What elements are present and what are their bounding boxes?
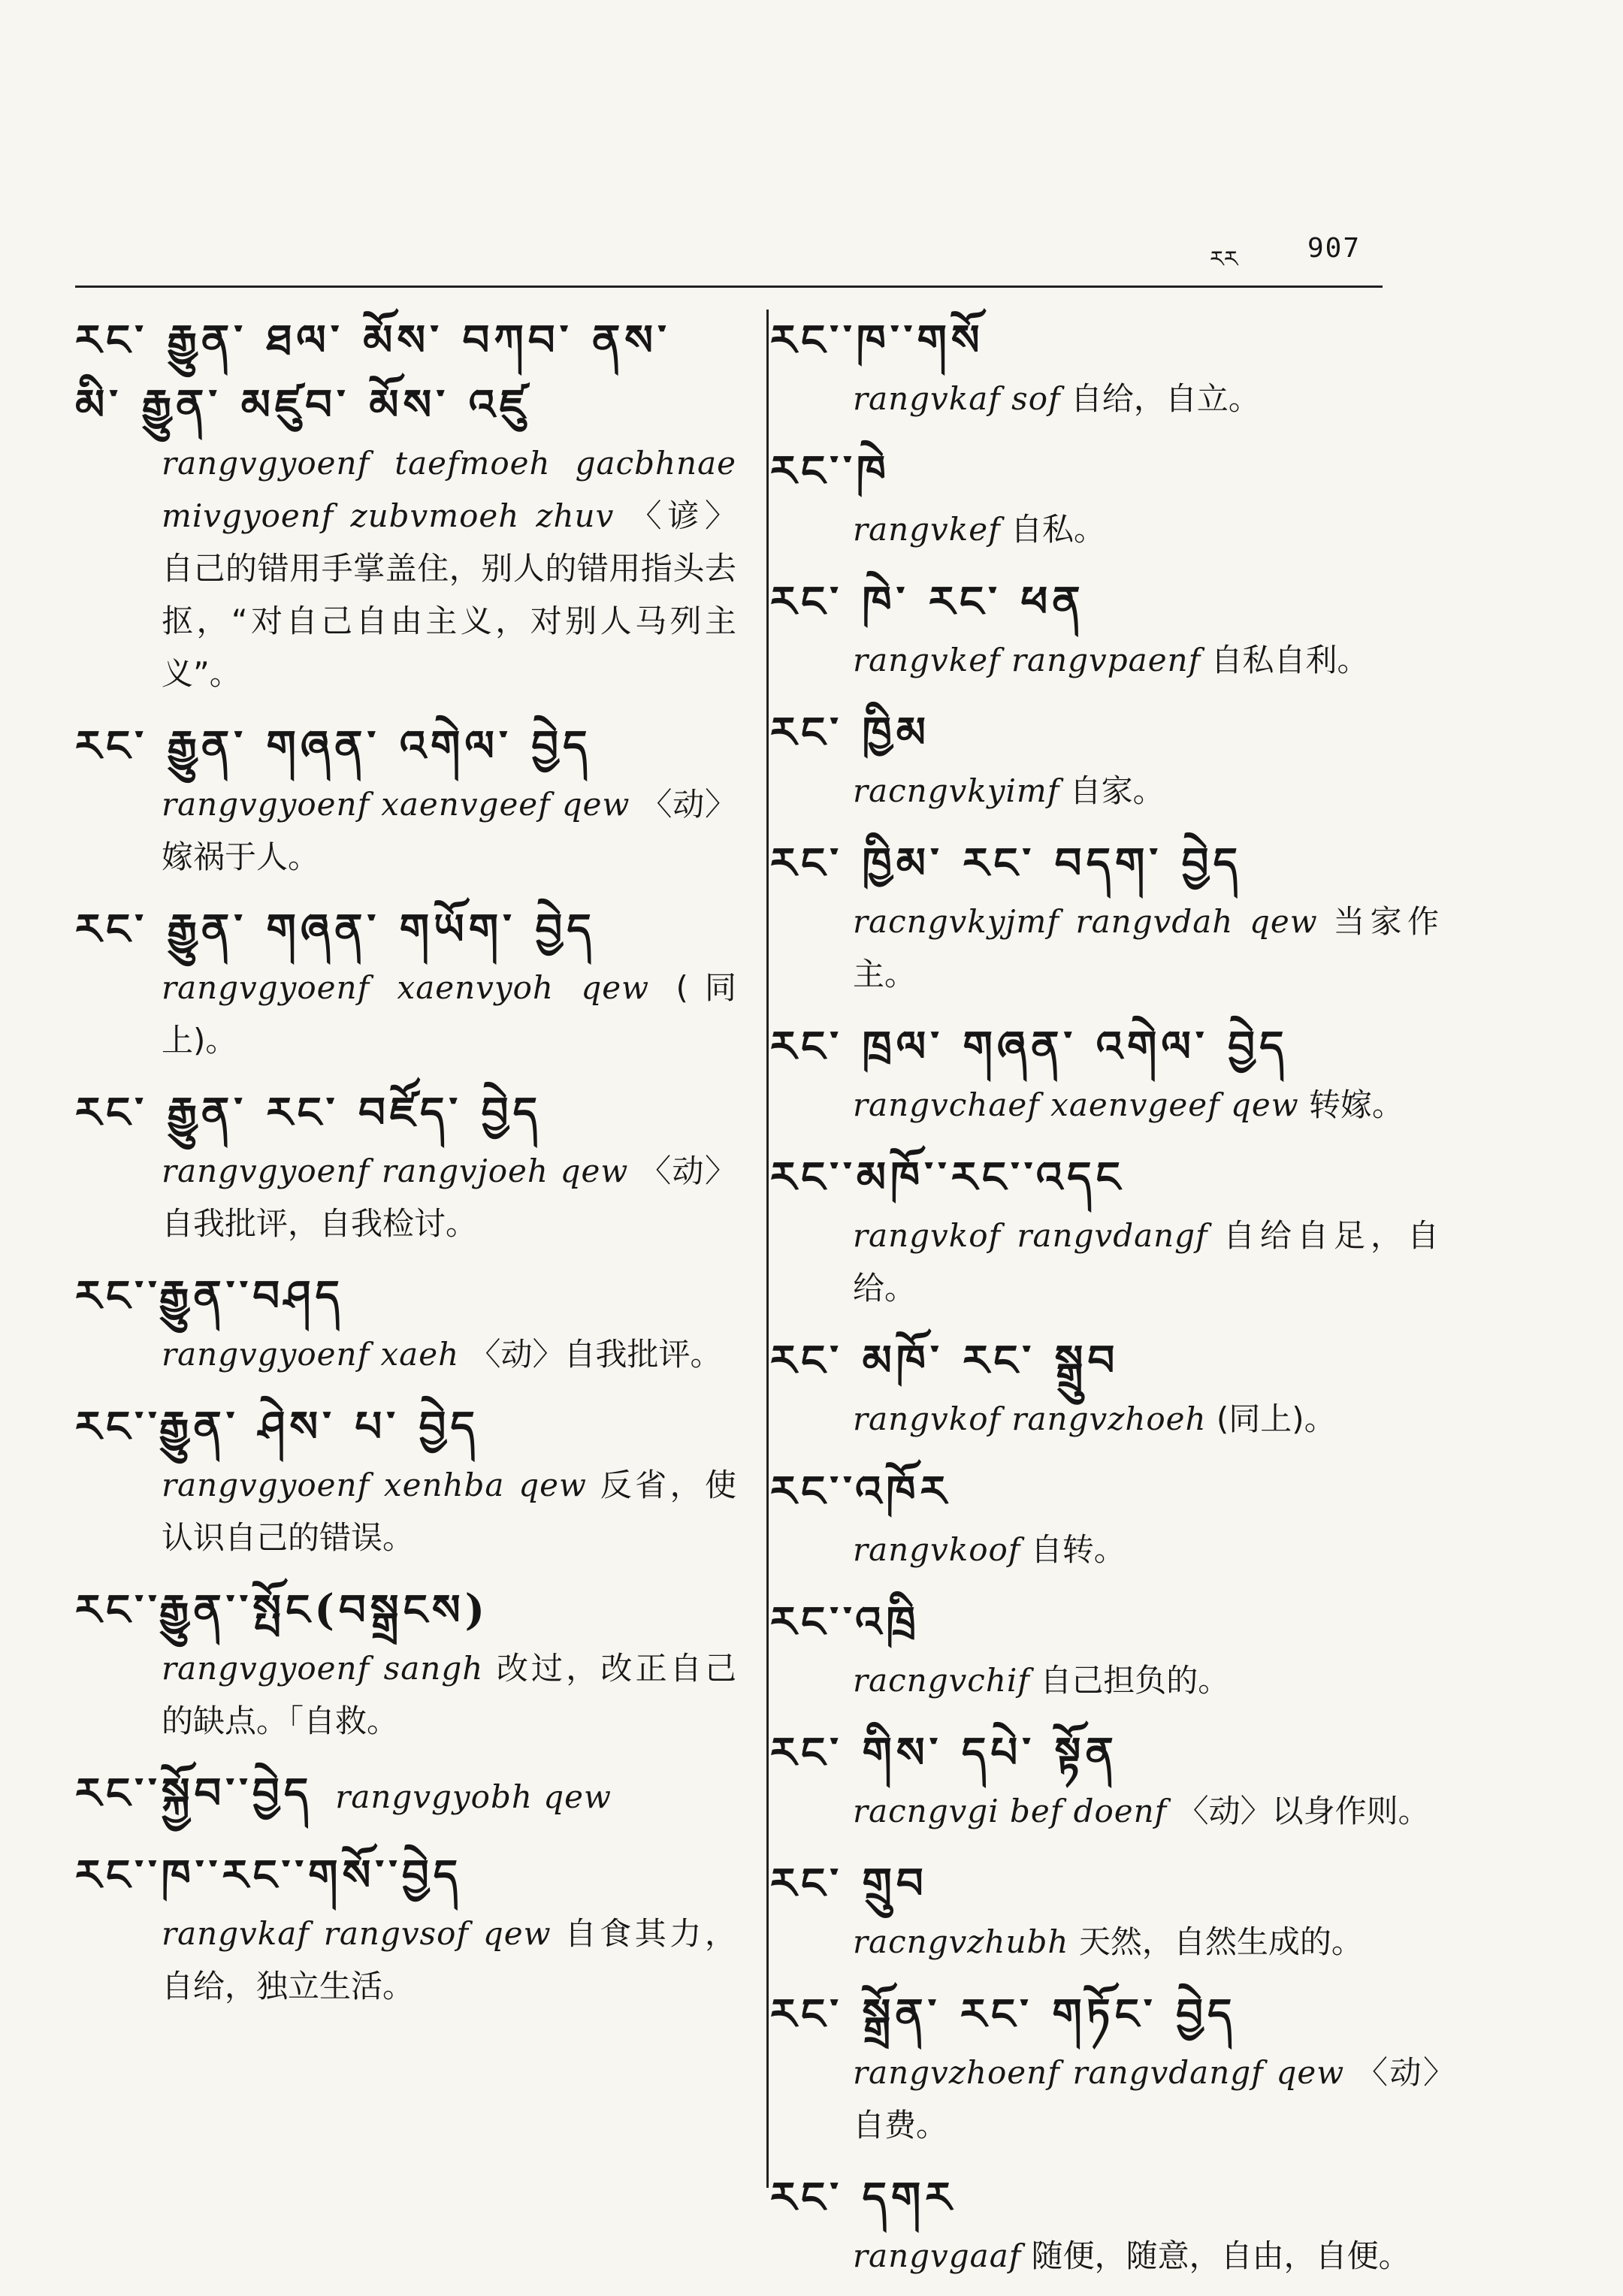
entry-gloss: 〈谚〉自己的错用手掌盖住，别人的错用指头去抠，“对自己自由主义，对别人马列主义”。 bbox=[162, 497, 736, 692]
entry-transliteration: rangvzhoenf rangvdangf qew bbox=[853, 2054, 1345, 2091]
entry-headword: རང་ དགར bbox=[770, 2173, 957, 2222]
entry-transliteration: racngvchif bbox=[853, 1662, 1030, 1699]
entry-transliteration: rangvgyoenf xaenvgeef qew bbox=[162, 786, 630, 823]
entry-transliteration: rangvgaaf bbox=[853, 2237, 1022, 2274]
dictionary-entry bbox=[75, 897, 736, 1067]
entry-headword: རང་ ཁྱིམ་ རང་ བདག་ བྱེད bbox=[770, 838, 1243, 888]
entry-body bbox=[770, 1785, 1439, 1838]
entry-gloss: 反省，使认识自己的错误。 bbox=[162, 1467, 736, 1556]
entry-headword: རང་ རྒྱུན་ ཐལ་ མོས་ བཀབ་ ནས་ མི་ རྒྱུན་ མཛུབ་ མོས་ འཛུ bbox=[75, 316, 671, 430]
entry-headword: རང་ རྒྱུན་ གཞན་ གཡོག་ བྱེད bbox=[75, 905, 596, 954]
entry-headword: རང་ སྒྲོན་ རང་ གཏོང་ བྱེད bbox=[770, 1989, 1237, 2039]
entry-gloss: 自转。 bbox=[1030, 1531, 1126, 1568]
entry-headword: རང་་འཁོར bbox=[770, 1467, 951, 1516]
entry-headword: རང་་རྒྱུན་་སྤོང(བསྒྲངས) bbox=[75, 1585, 490, 1635]
entry-body bbox=[770, 503, 1439, 556]
dictionary-entry bbox=[770, 1459, 1439, 1576]
entry-body bbox=[75, 1145, 736, 1250]
entry-transliteration: rangvgyoenf taefmoeh gacbhnae mivgyoenf zubvmoeh zhuv bbox=[162, 445, 736, 534]
page-number: 907 bbox=[1307, 233, 1362, 264]
entry-body bbox=[75, 1328, 736, 1381]
entry-transliteration: rangvkof rangvzhoeh bbox=[853, 1400, 1207, 1437]
entry-gloss: 〈动〉自费。 bbox=[853, 2054, 1439, 2143]
entry-body bbox=[770, 1393, 1439, 1446]
entry-body bbox=[770, 1916, 1439, 1968]
dictionary-entry bbox=[770, 439, 1439, 556]
entry-gloss: 当家作主。 bbox=[853, 903, 1439, 992]
entry-body bbox=[770, 2047, 1439, 2152]
entry-transliteration: rangvkef bbox=[853, 511, 1001, 548]
entry-body bbox=[770, 2230, 1439, 2282]
entry-headword: རང་ ཁྱིམ bbox=[770, 708, 930, 757]
entry-body bbox=[75, 962, 736, 1067]
entry-transliteration: rangvkaf rangvsof qew bbox=[162, 1915, 552, 1952]
entry-headword: རང་ ཁྲལ་ གཞན་ འགེལ་ བྱེད bbox=[770, 1022, 1289, 1071]
entry-gloss: 〈动〉自我批评，自我检讨。 bbox=[162, 1153, 736, 1242]
entry-body bbox=[770, 373, 1439, 425]
entry-transliteration: rangvkof rangvdangf bbox=[853, 1217, 1208, 1254]
dictionary-entry bbox=[75, 1843, 736, 2013]
entry-headword: རང་་འཁྲི bbox=[770, 1597, 920, 1647]
entry-gloss: 自给，自立。 bbox=[1070, 380, 1260, 417]
page-header bbox=[75, 225, 1383, 285]
dictionary-entry bbox=[770, 1328, 1439, 1446]
entry-gloss: 自家。 bbox=[1069, 772, 1165, 809]
entry-body bbox=[75, 778, 736, 884]
entry-transliteration: rangvkaf sof bbox=[853, 380, 1061, 417]
dictionary-entry bbox=[770, 1014, 1439, 1131]
dictionary-entry bbox=[75, 1080, 736, 1250]
entry-body bbox=[75, 1459, 736, 1564]
entry-headword: རང་་མཁོ་་རང་་འདང bbox=[770, 1153, 1125, 1202]
entry-gloss: 天然，自然生成的。 bbox=[1078, 1923, 1363, 1960]
entry-headword: རང་ གིས་ དཔེ་ སྟོན bbox=[770, 1728, 1118, 1778]
entry-transliteration: racngvkyjmf rangvdah qew bbox=[853, 903, 1318, 940]
dictionary-entry bbox=[770, 308, 1439, 425]
entry-transliteration: rangvgyobh qew bbox=[335, 1778, 612, 1815]
entry-transliteration: rangvgyoenf sangh bbox=[162, 1650, 484, 1687]
entry-headword: རང་ གྲུབ bbox=[770, 1859, 928, 1908]
entry-headword: རང་་རྒྱུན་་བཤད bbox=[75, 1271, 344, 1321]
left-column bbox=[75, 308, 736, 2026]
entry-headword: རང་་ཁེ bbox=[770, 446, 890, 496]
entry-transliteration: racngvkyimf bbox=[853, 772, 1060, 809]
entry-gloss: 随便，随意，自由，自便。 bbox=[1031, 2237, 1410, 2274]
entry-gloss: (同上)。 bbox=[162, 969, 736, 1059]
entry-gloss: 自食其力，自给，独立生活。 bbox=[162, 1915, 736, 2004]
entry-transliteration: rangvgyoenf xenhba qew bbox=[162, 1467, 587, 1503]
header-rule bbox=[75, 285, 1383, 288]
dictionary-entry bbox=[770, 1145, 1439, 1315]
entry-body bbox=[770, 1654, 1439, 1707]
entry-headword: རང་ རྒྱུན་ གཞན་ འགེལ་ བྱེད bbox=[75, 721, 592, 771]
right-column bbox=[770, 308, 1439, 2296]
entry-headword: རང་ མཁོ་ རང་ སྒྲུབ bbox=[770, 1336, 1120, 1385]
entry-gloss: 自私。 bbox=[1011, 511, 1106, 548]
entry-headword: རང་་སྐྱོབ་་བྱེད bbox=[75, 1769, 313, 1818]
dictionary-entry bbox=[770, 1590, 1439, 1707]
entry-body bbox=[770, 1524, 1439, 1576]
entry-headword: རང་་ཁ་་རང་་གསོ་་བྱེད bbox=[75, 1850, 463, 1900]
dictionary-entry bbox=[770, 569, 1439, 687]
entry-body bbox=[770, 634, 1439, 687]
entry-body bbox=[770, 1210, 1439, 1315]
column-divider bbox=[766, 310, 769, 2188]
entry-gloss: 转嫁。 bbox=[1309, 1086, 1404, 1123]
dictionary-entry bbox=[75, 1394, 736, 1564]
entry-gloss: 自给自足，自给。 bbox=[853, 1217, 1439, 1307]
dictionary-entry bbox=[770, 700, 1439, 817]
entry-headword: རང་་རྒྱུན་ ཤེས་ པ་ བྱེད bbox=[75, 1402, 479, 1452]
entry-body bbox=[770, 1079, 1439, 1131]
dictionary-entry bbox=[75, 1264, 736, 1381]
entry-headword: རང་་ཁ་་གསོ bbox=[770, 316, 984, 365]
entry-gloss: 〈动〉自我批评。 bbox=[469, 1336, 722, 1373]
dictionary-entry bbox=[770, 831, 1439, 1001]
entry-gloss: 自私自利。 bbox=[1210, 642, 1369, 678]
entry-gloss: 〈动〉以身作则。 bbox=[1177, 1793, 1430, 1829]
entry-body bbox=[770, 765, 1439, 817]
entry-transliteration: rangvkef rangvpaenf bbox=[853, 642, 1201, 678]
entry-gloss: 改过，改正自己的缺点。「自救。 bbox=[162, 1650, 736, 1739]
entry-transliteration: rangvgyoenf xaeh bbox=[162, 1336, 460, 1373]
entry-headword: རང་ ཁེ་ རང་ ཕན bbox=[770, 577, 1085, 627]
entry-transliteration: rangvgyoenf xaenvyoh qew bbox=[162, 969, 650, 1006]
entry-body bbox=[75, 1908, 736, 2013]
entry-transliteration: rangvchaef xaenvgeef qew bbox=[853, 1086, 1299, 1123]
entry-transliteration: racngvgi bef doenf bbox=[853, 1793, 1168, 1829]
dictionary-entry bbox=[770, 1851, 1439, 1968]
dictionary-entry bbox=[770, 1982, 1439, 2152]
entry-line bbox=[75, 1761, 736, 1829]
entry-body bbox=[770, 896, 1439, 1001]
dictionary-entry bbox=[770, 1720, 1439, 1838]
entry-gloss: 〈动〉嫁祸于人。 bbox=[162, 786, 736, 875]
entry-gloss: 自己担负的。 bbox=[1040, 1662, 1230, 1699]
dictionary-entry bbox=[770, 2165, 1439, 2282]
entry-body bbox=[75, 1642, 736, 1748]
entry-transliteration: rangvgyoenf rangvjoeh qew bbox=[162, 1153, 629, 1189]
dictionary-entry bbox=[75, 714, 736, 884]
dictionary-entry bbox=[75, 1578, 736, 1748]
entry-transliteration: racngvzhubh bbox=[853, 1923, 1069, 1960]
running-head-mark: རར bbox=[1210, 246, 1238, 273]
dictionary-entry bbox=[75, 1761, 736, 1829]
entry-headword: རང་ རྒྱུན་ རང་ བཛོད་ བྱེད bbox=[75, 1088, 543, 1137]
dictionary-entry bbox=[75, 308, 736, 700]
entry-transliteration: rangvkoof bbox=[853, 1531, 1021, 1568]
entry-body bbox=[75, 437, 736, 700]
entry-gloss: (同上)。 bbox=[1216, 1400, 1336, 1437]
